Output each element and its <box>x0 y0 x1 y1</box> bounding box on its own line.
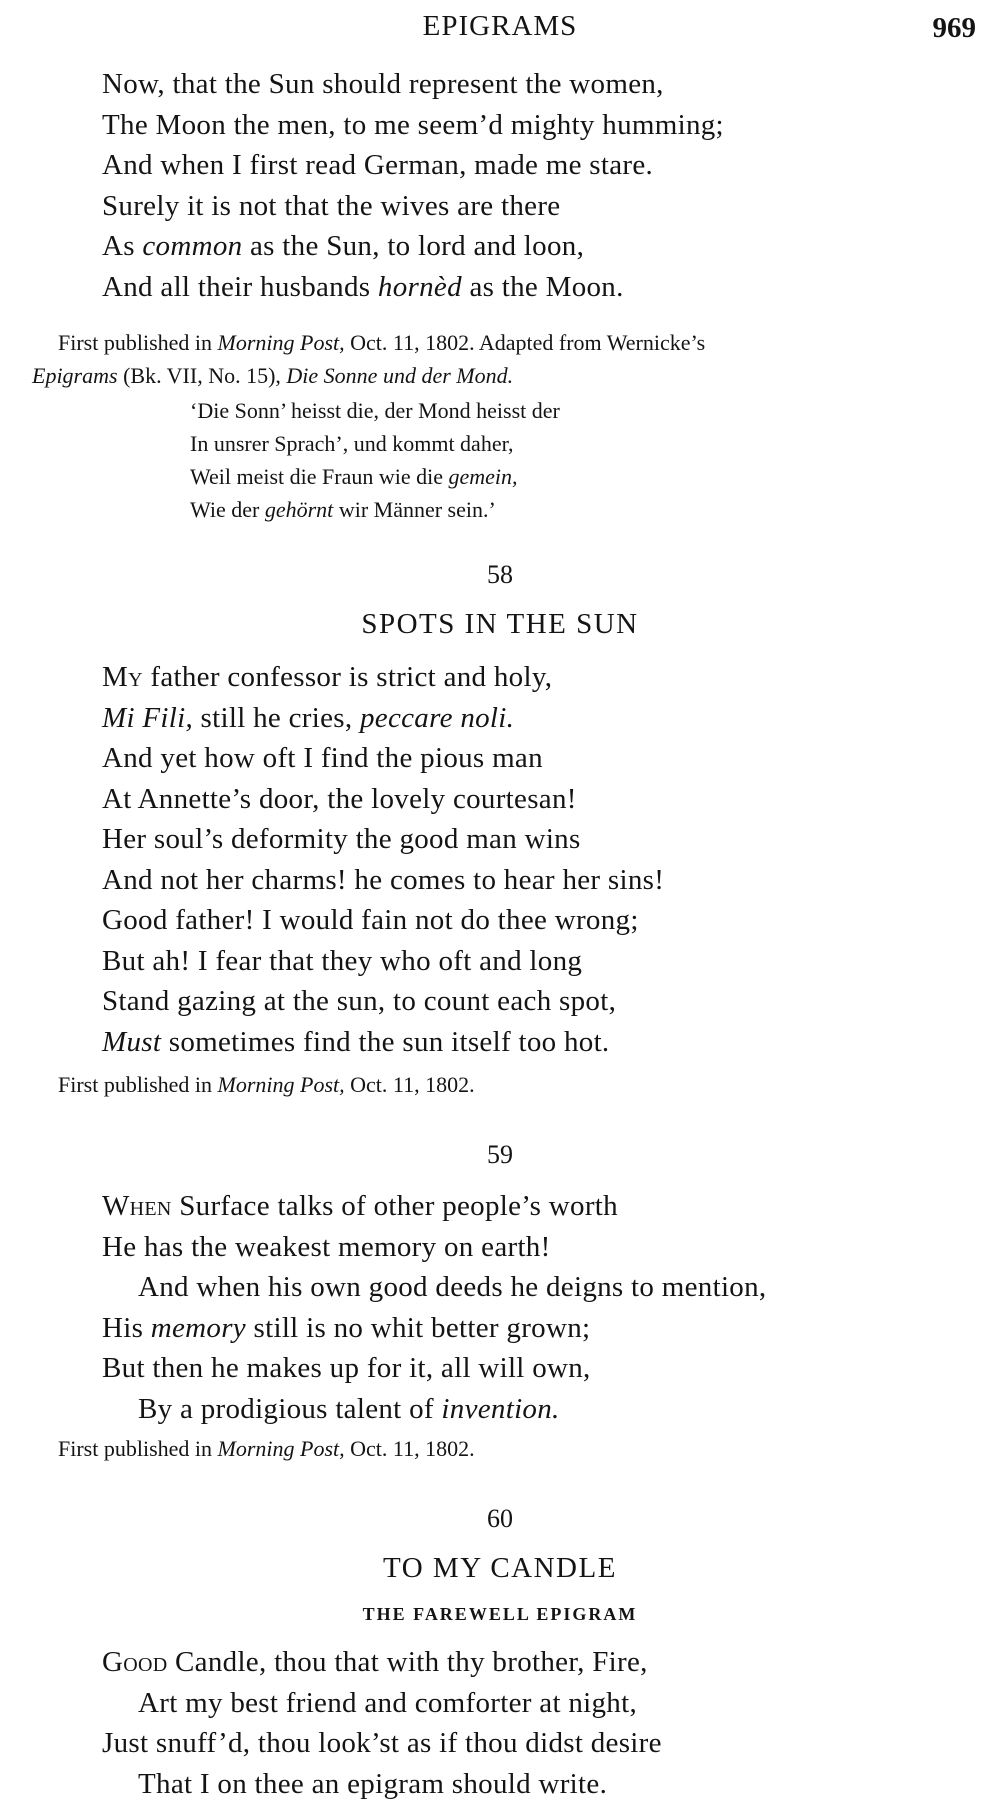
italic-run: Mi Fili, <box>102 701 193 734</box>
text-run: wir Männer sein.’ <box>333 497 496 522</box>
italic-run: Die Sonne und der Mond. <box>286 363 514 388</box>
top-poem <box>102 64 724 307</box>
text-run: as the Sun, to lord and loon, <box>242 230 585 262</box>
poem-line: Now, that the Sun should represent the women, <box>102 68 664 100</box>
poem-line <box>102 226 724 267</box>
poem-line: He has the weakest memory on earth! <box>102 1230 551 1263</box>
small-caps-run: When <box>102 1190 172 1222</box>
text-run: Candle, thou that with thy brother, Fire, <box>167 1646 648 1678</box>
italic-run: hornèd <box>377 270 462 303</box>
text-run: First published in <box>58 1436 218 1461</box>
poem-line: Her soul’s deformity the good man wins <box>102 823 581 855</box>
text-run: Oct. 11, 1802. <box>344 1436 475 1461</box>
quote-line <box>190 493 560 526</box>
note-line <box>58 326 978 359</box>
poem-number: 58 <box>487 560 513 589</box>
poem-line: Just snuff’d, thou look’st as if thou didst desire <box>102 1727 662 1759</box>
poem-line: The Moon the men, to me seem’d mighty humming; <box>102 108 724 141</box>
publication-note <box>32 326 978 392</box>
poem-title: TO MY CANDLE <box>383 1552 617 1584</box>
text-run: Weil meist die Fraun wie die <box>190 464 449 489</box>
italic-run: gehörnt <box>264 497 334 522</box>
poem-line: At Annette’s door, the lovely courtesan! <box>102 782 577 815</box>
poem-subtitle: THE FAREWELL EPIGRAM <box>362 1604 638 1624</box>
quote-line: In unsrer Sprach’, und kommt daher, <box>190 431 514 456</box>
italic-run: Morning Post, <box>217 330 345 355</box>
text-run: First published in <box>58 330 218 355</box>
poem-line: That I on thee an epigram should write. <box>138 1767 608 1800</box>
poem-60-body <box>102 1642 662 1804</box>
text-run: father confessor is strict and holy, <box>142 661 553 693</box>
poem-58-body <box>102 657 664 1062</box>
poem-line: And when I first read German, made me stare. <box>102 149 654 181</box>
quote-line <box>190 460 560 493</box>
running-title: EPIGRAMS <box>422 10 578 42</box>
poem-title: SPOTS IN THE SUN <box>361 608 639 640</box>
poem-number: 60 <box>487 1504 513 1533</box>
small-caps-run: Good <box>102 1646 168 1678</box>
poem-line: Art my best friend and comforter at night, <box>138 1686 638 1719</box>
italic-run: gemein, <box>448 464 518 489</box>
text-run: His <box>102 1311 151 1344</box>
text-run: Oct. 11, 1802. Adapted from Wernicke’s <box>344 330 706 355</box>
poem-line: But ah! I fear that they who oft and long <box>102 944 583 977</box>
poem-line <box>102 1308 766 1349</box>
text-run: And all their husbands <box>102 270 378 303</box>
italic-run: Epigrams <box>32 363 118 388</box>
italic-run: Morning Post, <box>217 1436 345 1461</box>
text-run: sometimes find the sun itself too hot. <box>161 1025 610 1058</box>
poem-line: And yet how oft I find the pious man <box>102 742 543 774</box>
poem-line: Good father! I would fain not do thee wrong; <box>102 904 639 936</box>
poem-line: But then he makes up for it, all will own, <box>102 1352 591 1384</box>
quote-line: ‘Die Sonn’ heisst die, der Mond heisst der <box>190 398 560 423</box>
text-run: still is no whit better grown; <box>245 1311 591 1344</box>
italic-run: Morning Post, <box>217 1072 345 1097</box>
text-run: First published in <box>58 1072 218 1097</box>
poem-59-body <box>102 1186 766 1429</box>
running-head <box>0 10 1000 50</box>
poem-line: And when his own good deeds he deigns to mention, <box>138 1271 767 1303</box>
publication-note <box>58 1432 978 1465</box>
small-caps-run: My <box>102 661 143 693</box>
text-run: as the Moon. <box>461 270 624 303</box>
poem-line: And not her charms! he comes to hear her sins! <box>102 863 665 896</box>
poem-line: Surely it is not that the wives are there <box>102 189 561 222</box>
text-run: (Bk. VII, No. 15), <box>117 363 287 388</box>
italic-run: invention. <box>441 1392 560 1425</box>
poem-line <box>102 1642 662 1683</box>
german-quotation <box>190 394 560 526</box>
text-run: As <box>102 230 143 262</box>
text-run: Oct. 11, 1802. <box>344 1072 475 1097</box>
poem-line: Stand gazing at the sun, to count each spot, <box>102 985 617 1017</box>
poem-line <box>102 267 724 308</box>
note-line <box>32 359 978 392</box>
text-run: Wie der <box>190 497 265 522</box>
italic-run: peccare noli. <box>359 701 515 734</box>
poem-line <box>102 698 664 739</box>
page-number: 969 <box>932 12 976 44</box>
italic-run: common <box>142 230 243 262</box>
poem-number: 59 <box>487 1140 513 1169</box>
poem-line <box>102 1022 664 1063</box>
poem-line <box>102 1389 766 1430</box>
poem-line <box>102 657 664 698</box>
text-run: Surface talks of other people’s worth <box>171 1190 618 1222</box>
italic-run: memory <box>150 1311 246 1344</box>
publication-note <box>58 1068 978 1101</box>
italic-run: Must <box>102 1025 162 1058</box>
poem-line <box>102 1186 766 1227</box>
text-run: still he cries, <box>193 701 360 734</box>
text-run: By a prodigious talent of <box>138 1392 442 1425</box>
